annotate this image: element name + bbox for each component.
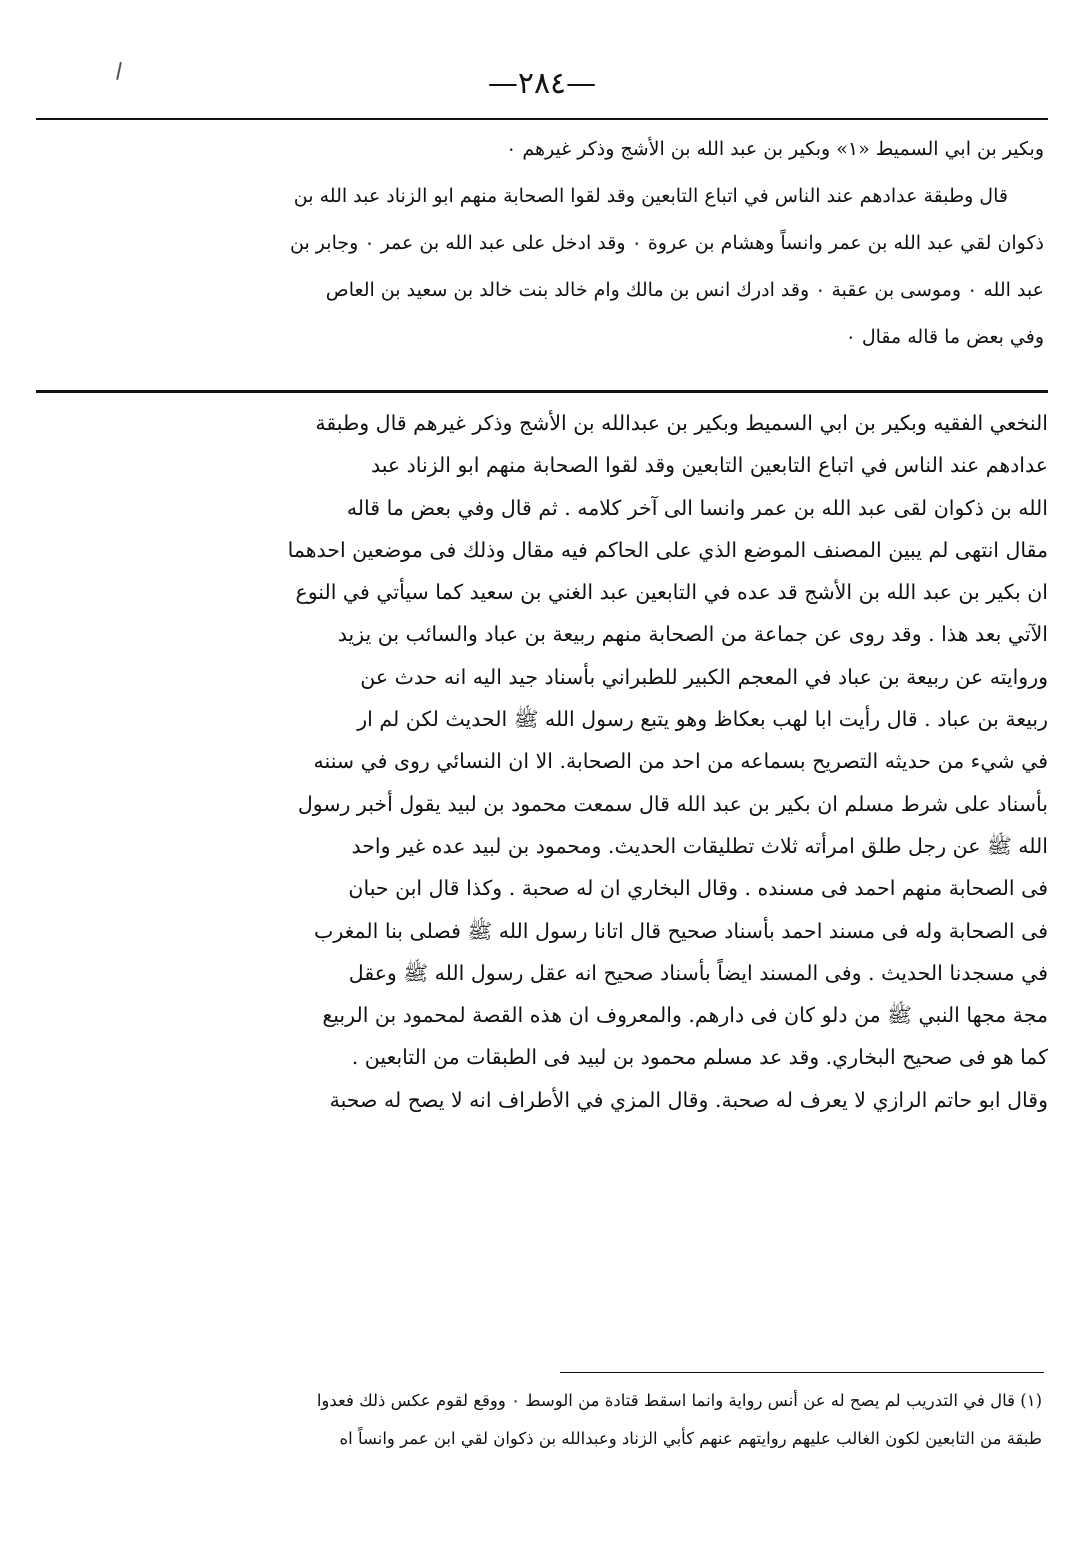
commentary-line: وقال ابو حاتم الرازي لا يعرف له صحبة. وقال المزي في الأطراف انه لا يصح له صحبة xyxy=(329,1087,1048,1112)
commentary-line: في شيء من حديثه التصريح بسماعه من احد من الصحابة. الا ان النسائي روى في سننه xyxy=(313,749,1048,774)
commentary-line: ان بكير بن عبد الله بن الأشج قد عده في التابعين عبد الغني بن سعيد كما سيأتي في النوع xyxy=(295,580,1048,605)
commentary-line: مجة مجها النبي ﷺ من دلو كان فى دارهم. والمعروف ان هذه القصة لمحمود بن الربيع xyxy=(322,1003,1048,1028)
upper-line: قال وطبقة عدادهم عند الناس في اتباع التابعين وقد لقوا الصحابة منهم ابو الزناد عبد الله بن xyxy=(293,185,1008,207)
commentary-block xyxy=(36,402,1048,1121)
footnote-line: طبقة من التابعين لكون الغالب عليهم روايتهم عنهم كأبي الزناد وعبدالله بن ذكوان لقي ابن عمر وانساً اه xyxy=(339,1429,1042,1448)
upper-line: عبد الله ٠ وموسى بن عقبة ٠ وقد ادرك انس بن مالك وام خالد بنت خالد بن سعيد بن العاص xyxy=(325,279,1044,301)
section-divider xyxy=(36,390,1048,393)
upper-line: وبكير بن ابي السميط «١» وبكير بن عبد الله بن الأشج وذكر غيرهم ٠ xyxy=(506,138,1044,160)
footnote-line: (١) قال في التدريب لم يصح له عن أنس رواية وانما اسقط قتادة من الوسط ٠ ووقع لقوم عكس ذلك فعدوا xyxy=(316,1391,1042,1410)
upper-line: ذكوان لقي عبد الله بن عمر وانساً وهشام بن عروة ٠ وقد ادخل على عبد الله بن عمر ٠ وجابر بن xyxy=(290,232,1044,254)
commentary-line: عدادهم عند الناس في اتباع التابعين التابعين وقد لقوا الصحابة منهم ابو الزناد عبد xyxy=(370,453,1048,478)
upper-line: وفي بعض ما قاله مقال ٠ xyxy=(845,326,1044,348)
commentary-line: وروايته عن ربيعة بن عباد في المعجم الكبير للطبراني بأسناد جيد اليه انه حدث عن xyxy=(360,664,1048,689)
commentary-line: الله بن ذكوان لقى عبد الله بن عمر وانسا الى آخر كلامه . ثم قال وفي بعض ما قاله xyxy=(346,495,1048,520)
page-number: —٢٨٤— xyxy=(487,66,597,101)
header-rule xyxy=(36,118,1048,120)
commentary-line: النخعي الفقيه وبكير بن ابي السميط وبكير بن عبدالله بن الأشج وذكر غيرهم قال وطبقة xyxy=(315,411,1048,435)
commentary-line: ربيعة بن عباد . قال رأيت ابا لهب بعكاظ وهو يتبع رسول الله ﷺ الحديث لكن لم ار xyxy=(357,707,1048,732)
commentary-line: بأسناد على شرط مسلم ان بكير بن عبد الله قال سمعت محمود بن لبيد يقول أخبر رسول xyxy=(297,791,1048,816)
footnote-rule xyxy=(560,1372,1044,1373)
commentary-line: مقال انتهى لم يبين المصنف الموضع الذي على الحاكم فيه مقال وذلك فى موضعين احدهما xyxy=(287,537,1048,562)
footnote-block xyxy=(36,1382,1042,1458)
commentary-line: الآتي بعد هذا . وقد روى عن جماعة من الصحابة منهم ربيعة بن عباد والسائب بن يزيد xyxy=(337,622,1048,647)
commentary-line: فى الصحابة وله فى مسند احمد بأسناد صحيح قال اتانا رسول الله ﷺ فصلى بنا المغرب xyxy=(314,918,1048,943)
commentary-line: الله ﷺ عن رجل طلق امرأته ثلاث تطليقات الحديث. ومحمود بن لبيد عده غير واحد xyxy=(351,833,1048,858)
commentary-line: كما هو فى صحيح البخاري. وقد عد مسلم محمود بن لبيد فى الطبقات من التابعين . xyxy=(351,1045,1048,1070)
commentary-line: فى الصحابة منهم احمد فى مسنده . وقال البخاري ان له صحبة . وكذا قال ابن حبان xyxy=(348,876,1048,901)
commentary-line: في مسجدنا الحديث . وفى المسند ايضاً بأسناد صحيح انه عقل رسول الله ﷺ وعقل xyxy=(348,960,1048,985)
upper-text-block xyxy=(36,126,1044,361)
